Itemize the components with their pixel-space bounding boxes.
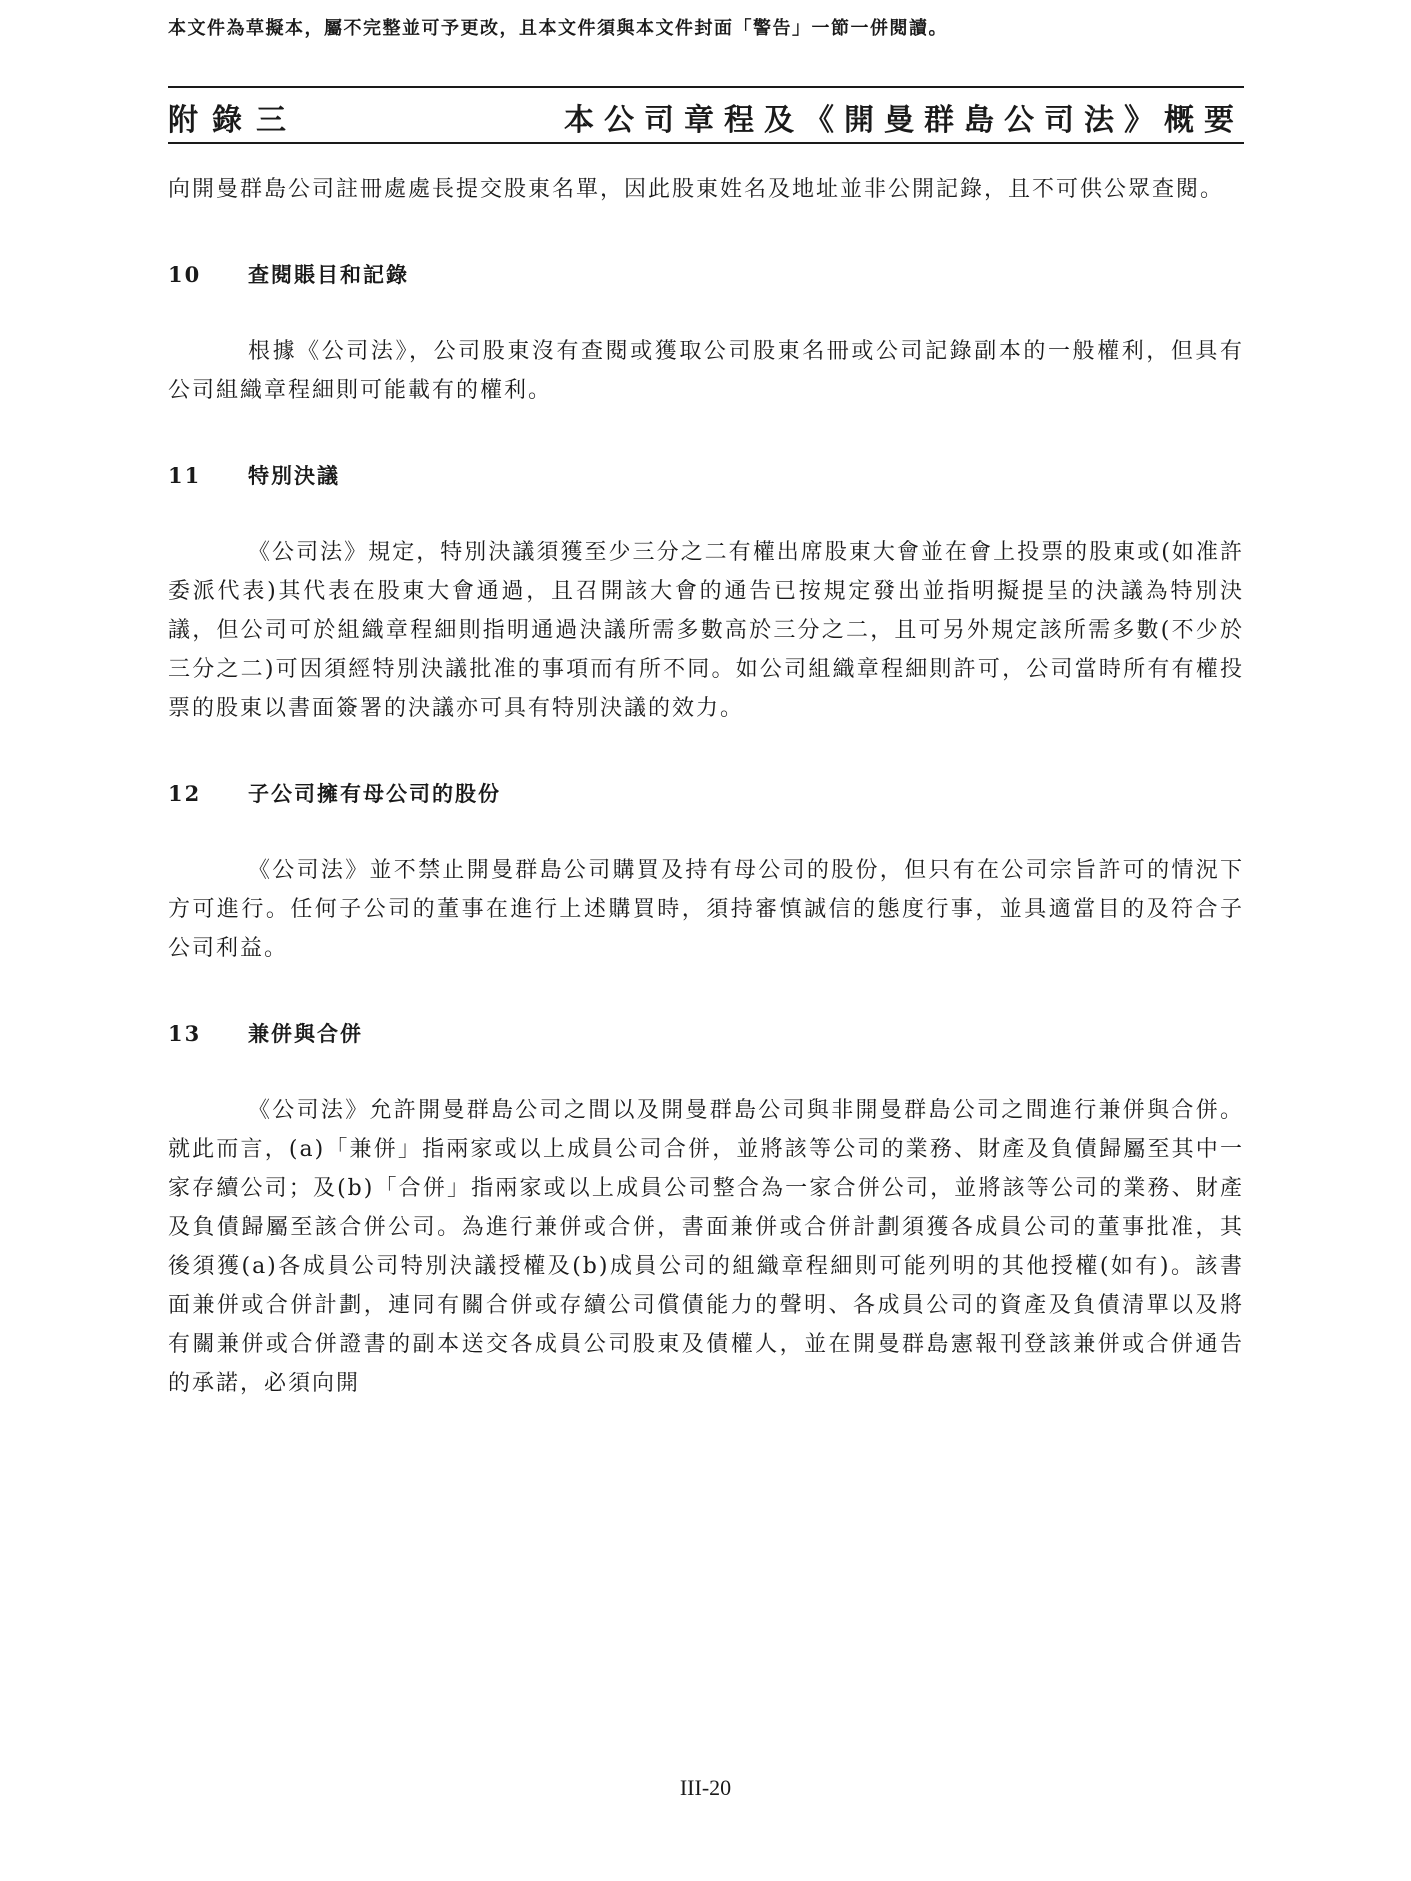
section-number: 10 <box>168 262 202 287</box>
section-paragraph: 《公司法》並不禁止開曼群島公司購買及持有母公司的股份，但只有在公司宗旨許可的情況下方可進行。任何子公司的董事在進行上述購買時，須持審慎誠信的態度行事，並具適當目的及符合子公司利益。 <box>168 858 1244 961</box>
section-heading <box>168 774 1244 813</box>
document-body <box>168 170 1244 1403</box>
section-paragraph: 根據《公司法》，公司股東沒有查閱或獲取公司股東名冊或公司記錄副本的一般權利，但具有公司組織章程細則可能載有的權利。 <box>168 339 1244 403</box>
section-heading <box>168 1014 1244 1053</box>
intro-paragraph: 向開曼群島公司註冊處處長提交股東名單，因此股東姓名及地址並非公開記錄，且不可供公眾查閱。 <box>168 177 1225 202</box>
section-paragraph: 《公司法》規定，特別決議須獲至少三分之二有權出席股東大會並在會上投票的股東或(如准許委派代表)其代表在股東大會通過，且召開該大會的通告已按規定發出並指明擬提呈的決議為特別決議，但公司可於組織章程細則指明通過決議所需多數高於三分之二，且可另外規定該所需多數(不少於三分之二)可因須經特別決議批准的事項而有所不同。如公司組織章程細則許可，公司當時所有有權投票的股東以書面簽署的決議亦可具有特別決議的效力。 <box>168 540 1244 721</box>
page-number: III-20 <box>679 1775 732 1800</box>
page-header <box>168 86 1244 144</box>
appendix-title: 本公司章程及《開曼群島公司法》概要 <box>564 103 1244 138</box>
section-heading <box>168 456 1244 495</box>
draft-notice: 本文件為草擬本，屬不完整並可予更改，且本文件須與本文件封面「警告」一節一併閱讀。 <box>168 18 948 39</box>
section-number: 12 <box>168 781 202 806</box>
section-number: 11 <box>168 463 202 488</box>
appendix-label: 附錄三 <box>168 103 300 138</box>
section-title: 子公司擁有母公司的股份 <box>248 781 501 806</box>
section-title: 查閱賬目和記錄 <box>248 262 409 287</box>
section-number: 13 <box>168 1021 202 1046</box>
section-paragraph: 《公司法》允許開曼群島公司之間以及開曼群島公司與非開曼群島公司之間進行兼併與合併。就此而言，(a)「兼併」指兩家或以上成員公司合併，並將該等公司的業務、財產及負債歸屬至其中一家存續公司；及(b)「合併」指兩家或以上成員公司整合為一家合併公司，並將該等公司的業務、財產及負債歸屬至該合併公司。為進行兼併或合併，書面兼併或合併計劃須獲各成員公司的董事批准，其後須獲(a)各成員公司特別決議授權及(b)成員公司的組織章程細則可能列明的其他授權(如有)。該書面兼併或合併計劃，連同有關合併或存續公司償債能力的聲明、各成員公司的資產及負債清單以及將有關兼併或合併證書的副本送交各成員公司股東及債權人，並在開曼群島憲報刊登該兼併或合併通告的承諾，必須向開 <box>168 1098 1244 1396</box>
section-title: 特別決議 <box>248 463 340 488</box>
section-title: 兼併與合併 <box>248 1021 363 1046</box>
section-heading <box>168 255 1244 294</box>
